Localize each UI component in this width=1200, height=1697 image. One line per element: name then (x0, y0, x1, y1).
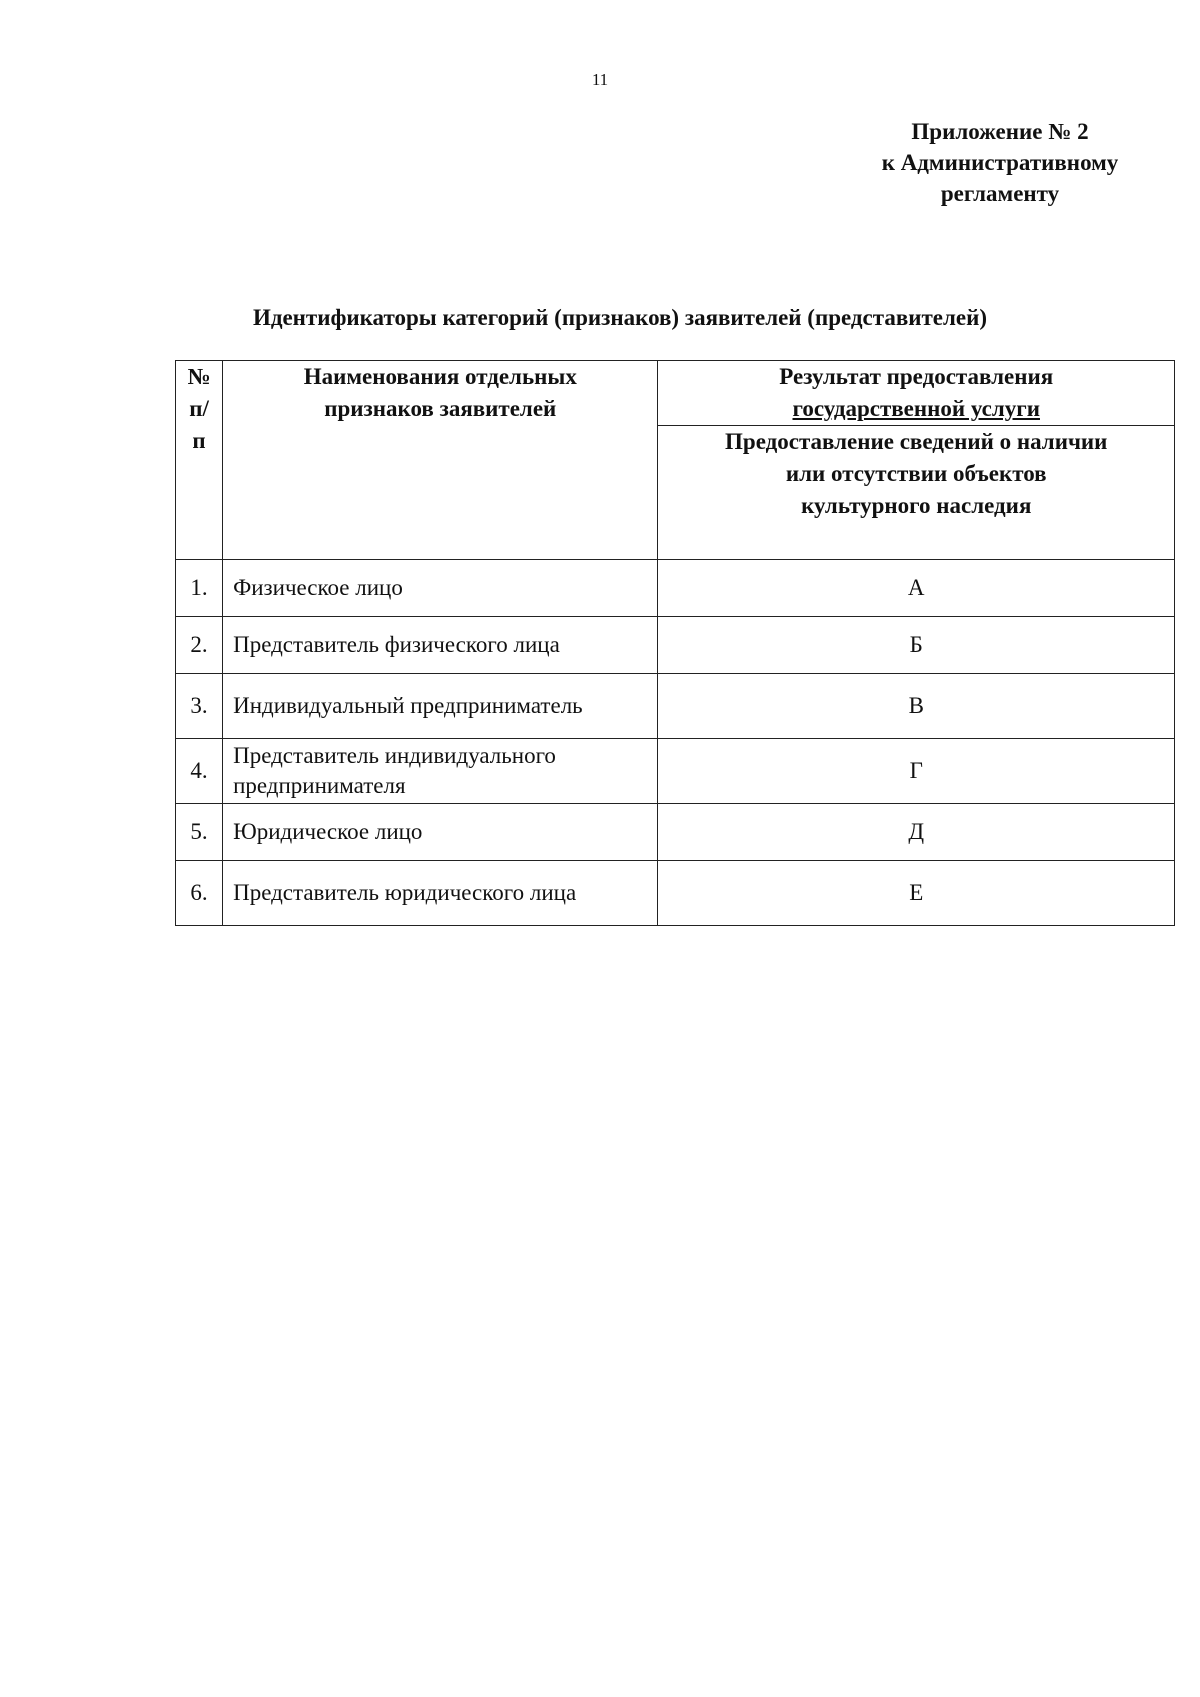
row-name: Представитель физического лица (223, 617, 658, 674)
header-sub-line-3: культурного наследия (801, 493, 1032, 518)
row-number: 2. (176, 617, 223, 674)
row-code: Е (658, 861, 1175, 926)
header-name (223, 361, 658, 560)
header-name-line-2: признаков заявителей (324, 396, 557, 421)
row-number: 3. (176, 674, 223, 739)
appendix-line-2: к Административному (881, 150, 1119, 175)
appendix-line-1: Приложение № 2 (911, 119, 1089, 144)
header-number-line-1: № (187, 364, 211, 389)
header-sub-line-1: Предоставление сведений о наличии (725, 429, 1108, 454)
table-row (176, 560, 1175, 617)
header-subresult (658, 426, 1175, 560)
row-number: 5. (176, 804, 223, 861)
identifiers-table (175, 360, 1175, 926)
table-row (176, 804, 1175, 861)
header-number (176, 361, 223, 560)
row-number: 4. (176, 739, 223, 804)
header-result (658, 361, 1175, 426)
table-row (176, 674, 1175, 739)
table-header-row (176, 361, 1175, 426)
row-name: Представитель юридического лица (223, 861, 658, 926)
appendix-line-3: регламенту (940, 181, 1060, 206)
row-code: В (658, 674, 1175, 739)
table-row (176, 861, 1175, 926)
table-row (176, 739, 1175, 804)
header-sub-line-2: или отсутствии объектов (785, 461, 1047, 486)
table-row (176, 617, 1175, 674)
header-name-line-1: Наименования отдельных (303, 364, 577, 389)
header-result-line-1: Результат предоставления (779, 364, 1054, 389)
row-number: 6. (176, 861, 223, 926)
row-code: Д (658, 804, 1175, 861)
header-number-line-2: п/п (189, 396, 209, 453)
appendix-heading (840, 116, 1160, 209)
page-number: 11 (591, 70, 609, 89)
row-name: Представитель индивидуального предпринимателя (223, 739, 658, 804)
row-number: 1. (176, 560, 223, 617)
row-code: Г (658, 739, 1175, 804)
row-code: Б (658, 617, 1175, 674)
row-name: Физическое лицо (223, 560, 658, 617)
header-result-line-2: государственной услуги (792, 396, 1040, 421)
row-name: Юридическое лицо (223, 804, 658, 861)
row-code: А (658, 560, 1175, 617)
document-title: Идентификаторы категорий (признаков) заявителей (представителей) (252, 305, 988, 330)
row-name: Индивидуальный предприниматель (223, 674, 658, 739)
